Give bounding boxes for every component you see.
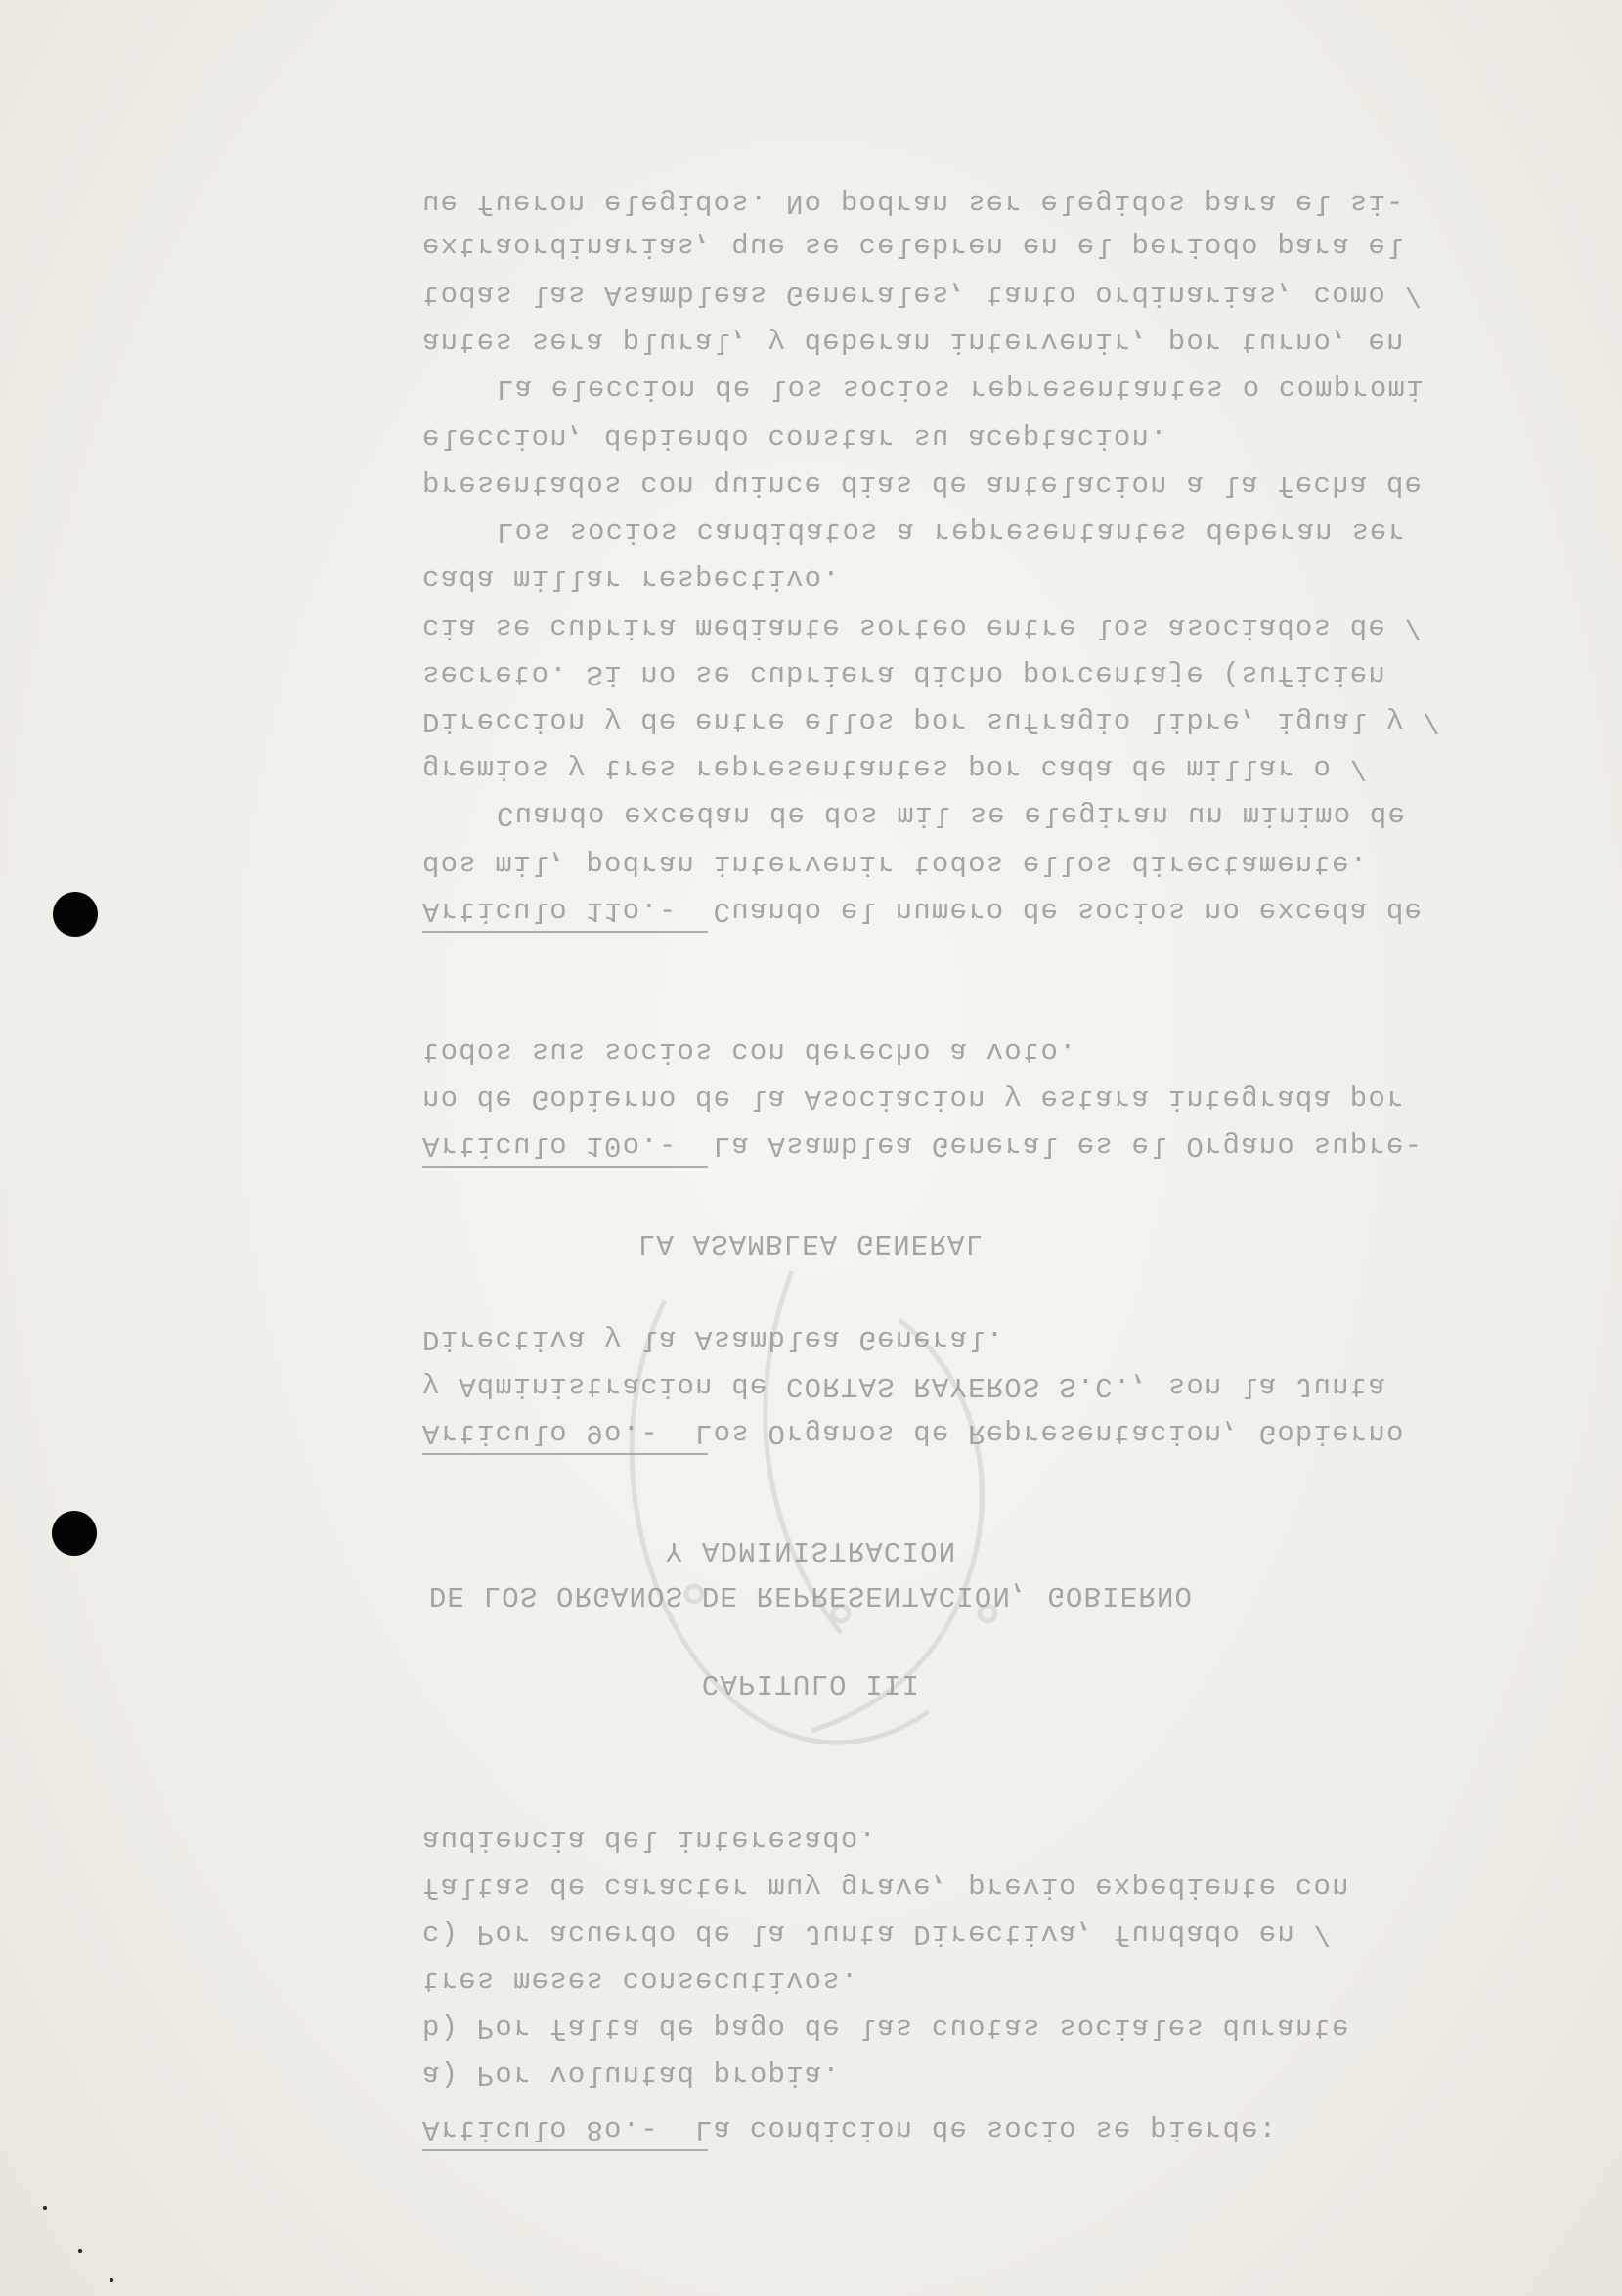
text-line: ue fueron elegidos. No podran ser elegidos para el si- [422,187,1405,219]
text-line: Cuando excedan de dos mil se elegiran un minimo de [497,799,1407,831]
text-line: y Administracion de CORTAS RAYEROS S.C., son la Junta [422,1370,1386,1402]
text-line: Articulo 9o.- Los Organos de Representacion, Gobierno [422,1417,1405,1449]
article-underline [422,1166,708,1168]
text-line: tres meses consecutivos. [422,1965,859,1997]
section-heading: LA ASAMBLEA GENERAL [637,1227,985,1259]
text-line: La eleccion de los socios representantes o compromi [497,373,1425,405]
text-line: c) Por acuerdo de la Junta Directiva, fundado en / [422,1918,1333,1950]
section-heading: Y ADMINISTRACION [665,1534,957,1567]
text-line: presentados con quince dias de antelacion a la fecha de [422,468,1424,501]
text-line: audiencia del interesado. [422,1824,878,1856]
text-line: dos mil, podran intervenir todos ellos directamente. [422,848,1369,880]
text-line: cia se cubrira mediante sorteo entre los asociados de / [422,611,1424,643]
text-line: todos sus socios con derecho a voto. [422,1036,1077,1068]
text-line: Articulo 11o.- Cuando el numero de socios no exceda de [422,895,1424,927]
text-line: eleccion, debiendo constar su aceptacion. [422,421,1168,454]
text-line: gremios y tres representantes por cada de millar o / [422,752,1369,784]
text-line: a) Por voluntad propia. [422,2058,841,2091]
article-underline [422,2149,708,2151]
chapter-heading: CAPITULO III [701,1667,921,1700]
text-line: faltas de caracter muy grave, previo expediente con [422,1871,1350,1903]
article-underline [422,931,708,933]
text-line: no de Gobierno de la Asociacion y estara integrada por [422,1082,1405,1115]
section-heading: DE LOS ORGANOS DE REPRESENTACION, GOBIERNO [428,1579,1194,1612]
text-line: b) Por falta de pago de las cuotas sociales durante [422,2011,1350,2044]
text-line: Los socios candidatos a representantes deberan ser [497,515,1407,548]
text-line: cada millar respectivo. [422,562,841,595]
text-line: Articulo 8o.- La condicion de socio se pierde: [422,2113,1278,2145]
text-line: todas las Asambleas Generales, tanto ordinarias, como / [422,279,1424,311]
text-line: Direccion y de entre ellos por sufragio libre, igual y / [422,705,1441,737]
text-line: extraordinarias, que se celebren en el periodo para el [422,230,1405,262]
text-line: Articulo 10o.- La Asamblea General es el Organo supre- [422,1129,1424,1162]
text-line: antes sera plural, y deberan intervenir, por turno, en [422,326,1405,358]
text-line: secreto. Si no se cubriera dicho porcentaje (suficien [422,658,1386,690]
text-line: Directiva y la Asamblea General. [422,1323,1005,1355]
article-underline [422,1453,708,1455]
